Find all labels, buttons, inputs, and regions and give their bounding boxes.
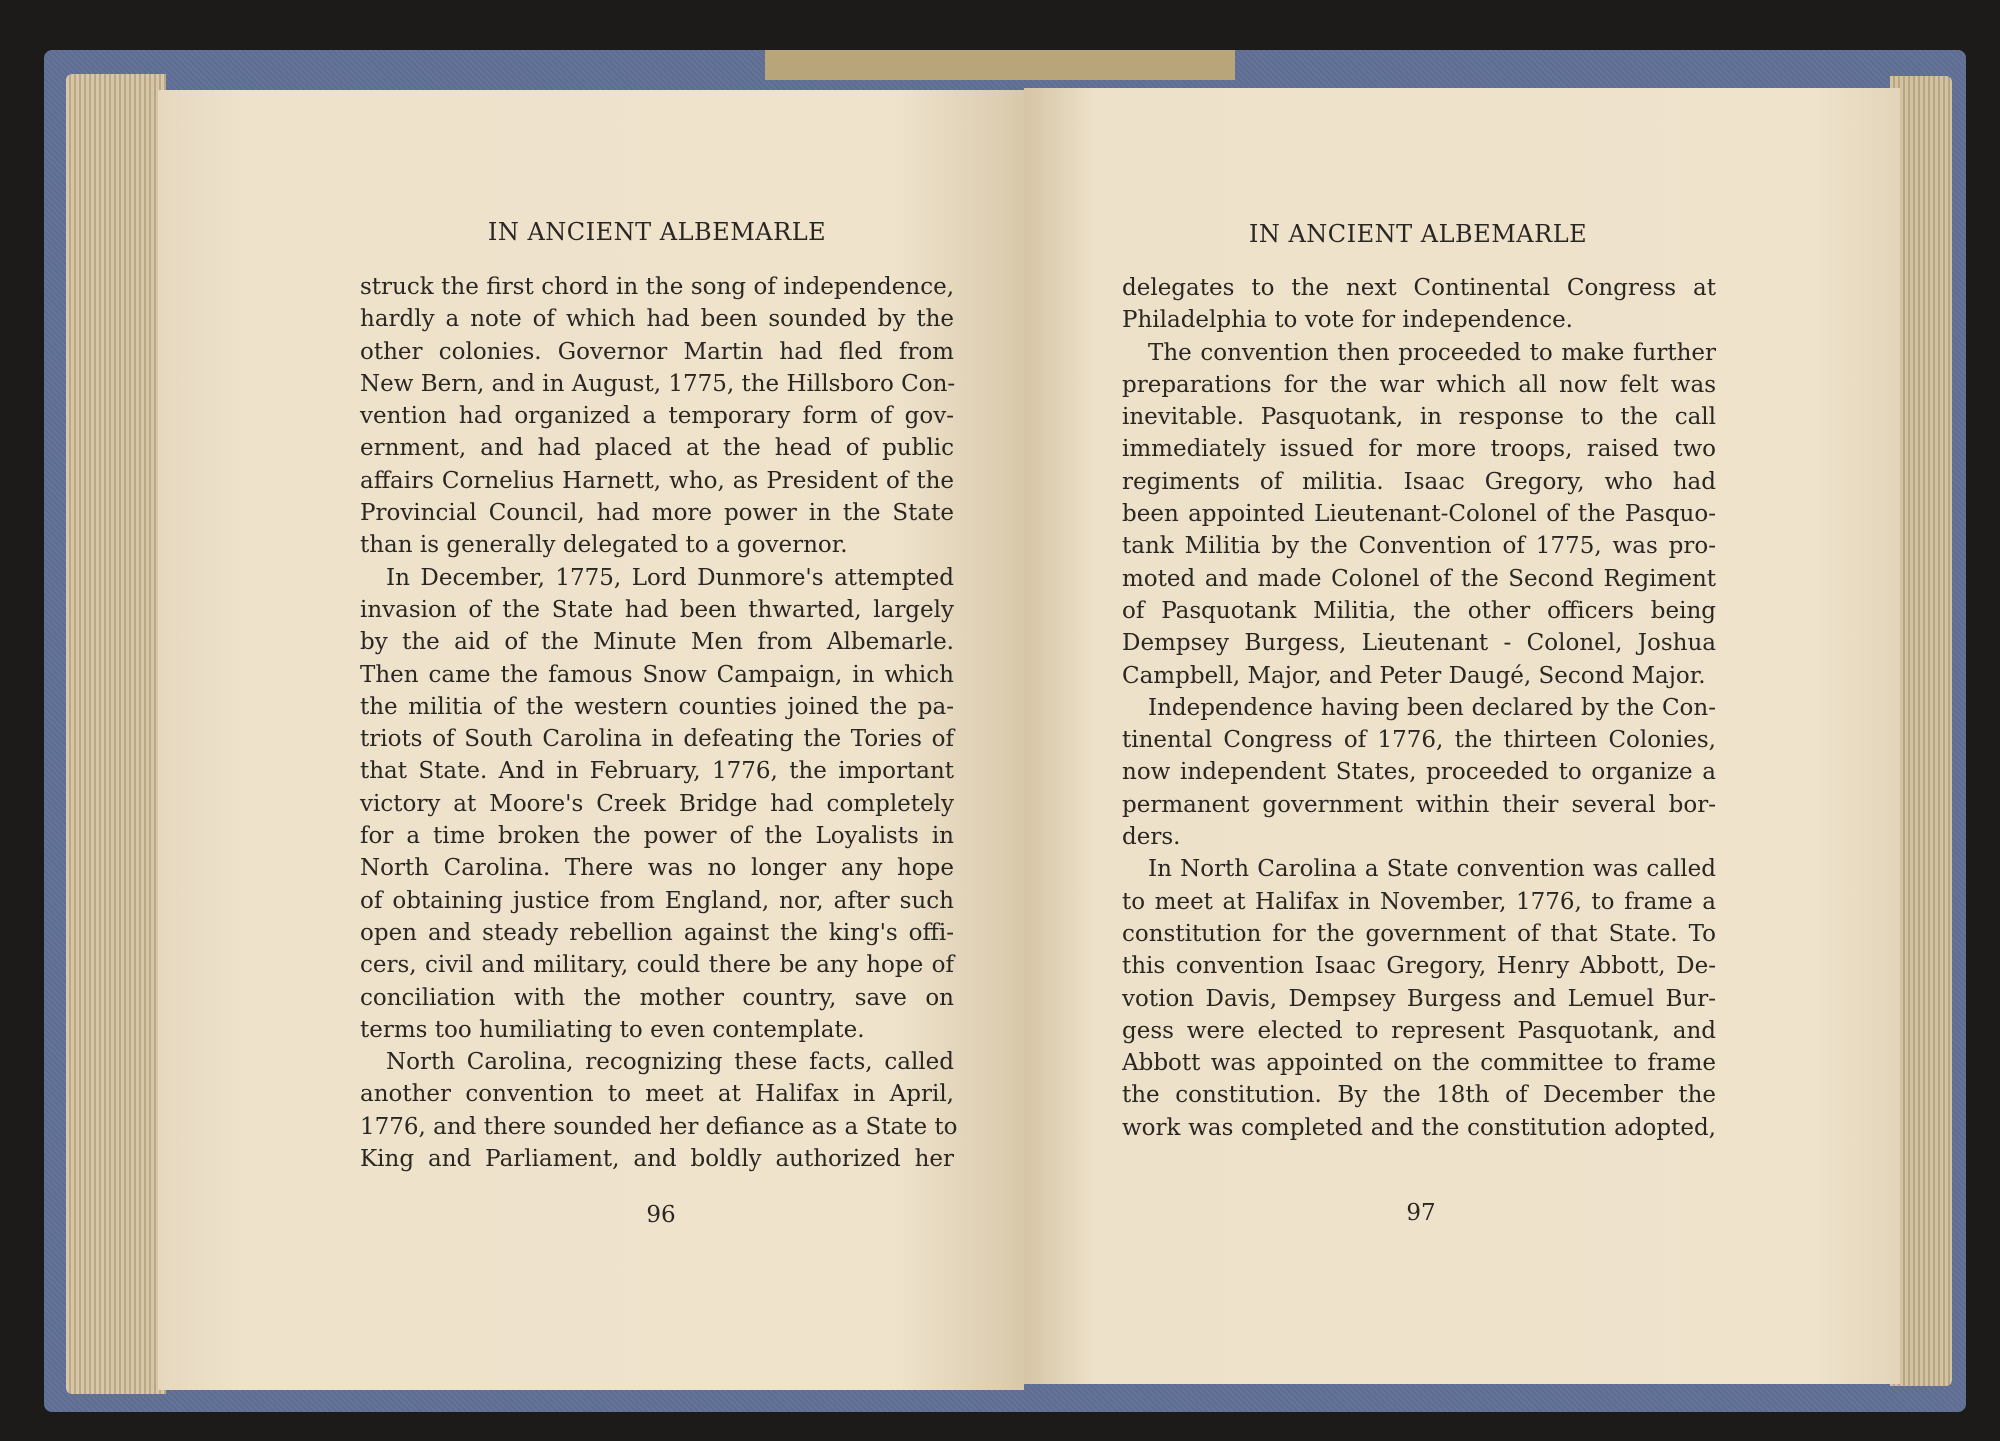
text-line: vention had organized a temporary form of gov- [360,403,954,430]
text-line: North Carolina. There was no longer any hope [360,855,954,882]
text-line: constitution for the government of that State. To [1122,920,1716,947]
text-line: King and Parliament, and boldly authorized her [360,1146,954,1173]
text-line: Provincial Council, had more power in the State [360,500,954,527]
text-line: the militia of the western counties joined the pa- [360,693,954,720]
running-header-left: IN ANCIENT ALBEMARLE [487,218,827,246]
text-line: triots of South Carolina in defeating the Tories of [360,726,954,753]
left-page-body [360,271,958,1175]
text-line: that State. And in February, 1776, the important [360,758,954,785]
page-number-right: 97 [1406,1200,1436,1226]
text-line: The convention then proceeded to make further [1148,339,1716,366]
text-line: work was completed and the constitution adopted, [1122,1114,1716,1141]
text-line: tinental Congress of 1776, the thirteen Colonies, [1122,727,1716,754]
text-line: the constitution. By the 18th of December the [1122,1082,1716,1109]
text-line: terms too humiliating to even contemplate. [360,1016,865,1043]
text-line: Dempsey Burgess, Lieutenant - Colonel, Joshua [1122,630,1716,657]
text-line: to meet at Halifax in November, 1776, to frame a [1122,888,1716,915]
text-line: of obtaining justice from England, nor, after such [360,887,954,914]
text-line: hardly a note of which had been sounded by the [360,306,954,333]
text-line: 1776, and there sounded her defiance as a State to [360,1113,958,1140]
text-line: moted and made Colonel of the Second Regiment [1122,565,1716,592]
text-line: than is generally delegated to a governor. [360,532,848,559]
text-line: North Carolina, recognizing these facts, called [386,1049,954,1076]
text-line: Campbell, Major, and Peter Daugé, Second Major. [1122,662,1706,689]
text-line: Independence having been declared by the Con- [1148,694,1716,721]
text-line: In December, 1775, Lord Dunmore's attempted [386,564,954,591]
text-line: Then came the famous Snow Campaign, in which [360,661,954,688]
page-edges-left [66,74,166,1394]
text-line: tank Militia by the Convention of 1775, was pro- [1122,533,1716,560]
running-header-right: IN ANCIENT ALBEMARLE [1248,220,1588,248]
text-line: permanent government within their several bor- [1122,791,1716,818]
text-line: ders. [1122,824,1181,851]
page-number-left: 96 [646,1202,676,1228]
text-line: regiments of militia. Isaac Gregory, who had [1122,468,1716,495]
text-line: cers, civil and military, could there be any hope of [360,952,954,979]
text-line: preparations for the war which all now felt was [1122,371,1716,398]
text-line: New Bern, and in August, 1775, the Hillsboro Con- [360,370,956,397]
text-line: other colonies. Governor Martin had fled from [360,338,954,365]
text-line: Abbott was appointed on the committee to frame [1122,1050,1716,1077]
text-line: been appointed Lieutenant-Colonel of the Pasquo- [1122,501,1716,528]
text-line: Philadelphia to vote for independence. [1122,307,1573,334]
text-line: affairs Cornelius Harnett, who, as President of the [360,467,954,494]
text-line: this convention Isaac Gregory, Henry Abbott, De- [1122,953,1716,980]
text-line: delegates to the next Continental Congress at [1122,275,1716,301]
text-line: In North Carolina a State convention was called [1148,856,1716,883]
right-page-body [1122,272,1716,1144]
text-line: now independent States, proceeded to organize a [1122,759,1716,786]
text-line: by the aid of the Minute Men from Albemarle. [360,629,954,656]
text-line: gess were elected to represent Pasquotank, and [1122,1017,1716,1044]
text-line: inevitable. Pasquotank, in response to the call [1122,404,1716,431]
text-line: invasion of the State had been thwarted, largely [360,596,954,623]
text-line: open and steady rebellion against the king's offi- [360,919,954,946]
text-line: immediately issued for more troops, raised two [1122,436,1716,463]
text-line: struck the first chord in the song of independence, [360,274,954,300]
book-spine [765,50,1235,80]
text-line: ernment, and had placed at the head of public [360,435,954,462]
text-line: for a time broken the power of the Loyalists in [360,823,954,850]
text-line: victory at Moore's Creek Bridge had completely [360,790,954,817]
text-line: another convention to meet at Halifax in April, [360,1081,954,1108]
text-line: conciliation with the mother country, save on [360,984,954,1011]
text-line: of Pasquotank Militia, the other officers being [1122,597,1716,624]
text-line: votion Davis, Dempsey Burgess and Lemuel Bur- [1122,985,1716,1012]
